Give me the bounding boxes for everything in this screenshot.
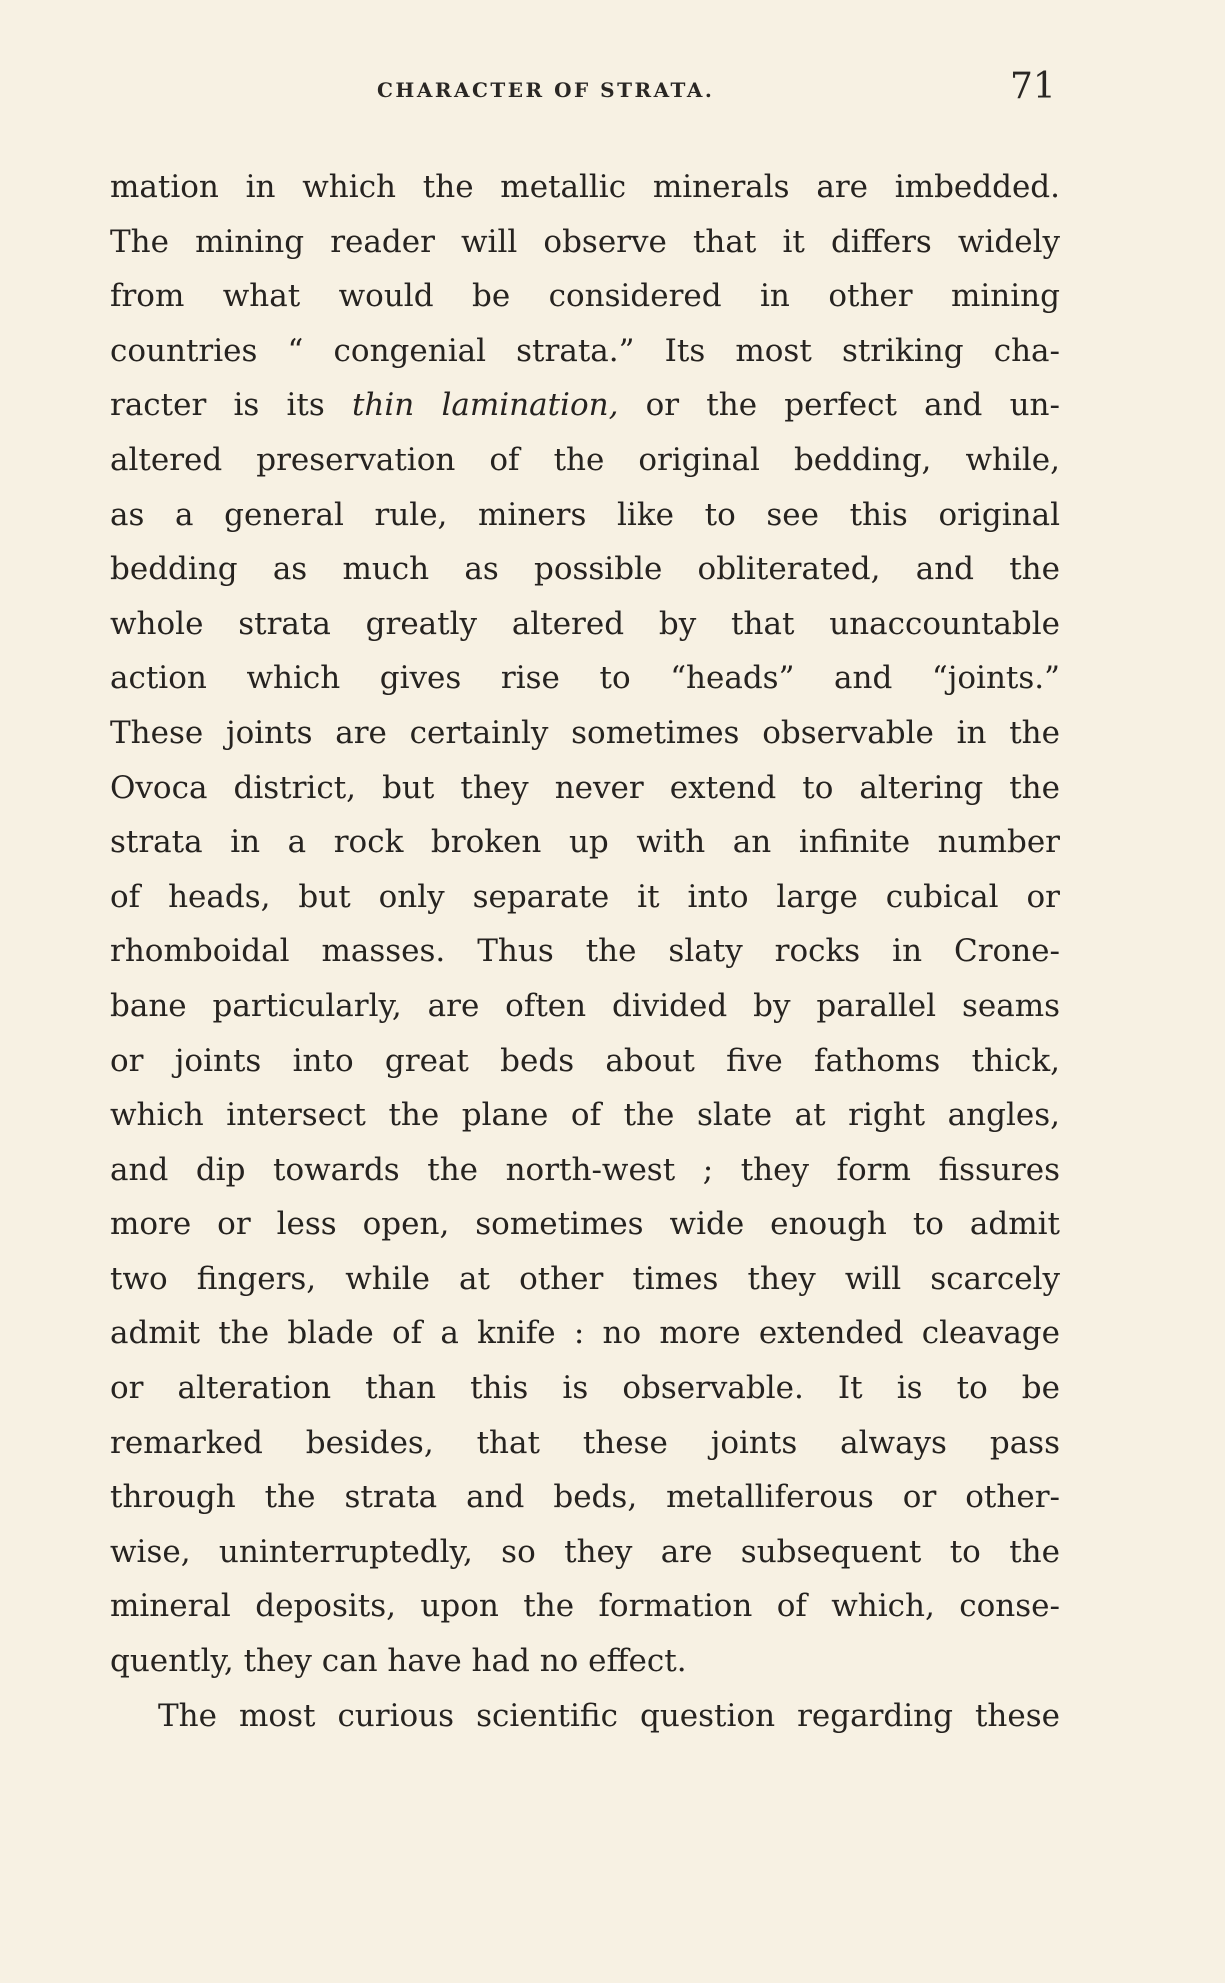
text-line: through the strata and beds, metalliferous or other- (110, 1479, 1060, 1516)
text-line: mineral deposits, upon the formation of which, conse- (110, 1588, 1060, 1625)
running-head: CHARACTER OF STRATA. (377, 78, 715, 102)
text-line: and dip towards the north-west ; they form fissures (110, 1151, 1060, 1188)
text-line: more or less open, sometimes wide enough to admit (110, 1206, 1060, 1243)
text-line: which intersect the plane of the slate at right angles, (110, 1097, 1060, 1134)
text-line: or alteration than this is observable. It is to be (110, 1370, 1060, 1407)
text-line: mation in which the metallic minerals are imbedded. (110, 169, 1060, 205)
paragraph-start-line: The most curious scientific question regarding these (158, 1697, 1060, 1734)
text-line: bane particularly, are often divided by parallel seams (110, 987, 1060, 1024)
page-number: 71 (1010, 66, 1056, 107)
text-line: whole strata greatly altered by that unaccountable (110, 605, 1060, 642)
text-segment: or the perfect and un- (618, 387, 1060, 424)
text-segment: racter is its (110, 387, 352, 424)
text-line: two fingers, while at other times they will scarcely (110, 1260, 1060, 1297)
paragraph-end-line: quently, they can have had no effect. (110, 1643, 687, 1680)
text-line: wise, uninterruptedly, so they are subsequent to the (110, 1533, 1060, 1570)
italic-emphasis: thin lamination, (351, 387, 619, 424)
text-line: Ovoca district, but they never extend to altering the (110, 769, 1060, 806)
text-line: The mining reader will observe that it differs widely (110, 223, 1060, 260)
text-line: admit the blade of a knife : no more extended cleavage (110, 1315, 1060, 1352)
text-line: countries “ congenial strata.” Its most striking cha- (110, 332, 1060, 369)
text-line: These joints are certainly sometimes observable in the (110, 714, 1060, 751)
text-line: of heads, but only separate it into large cubical or (110, 878, 1060, 915)
text-line: or joints into great beds about five fathoms thick, (110, 1042, 1060, 1079)
text-line: bedding as much as possible obliterated, and the (110, 551, 1060, 588)
text-line: from what would be considered in other mining (110, 278, 1060, 315)
text-line: remarked besides, that these joints always pass (110, 1424, 1060, 1461)
text-line: as a general rule, miners like to see this original (110, 496, 1060, 533)
text-line (110, 378, 1060, 433)
body-text (110, 160, 1060, 1743)
text-line: rhomboidal masses. Thus the slaty rocks in Crone- (110, 933, 1060, 970)
text-line: action which gives rise to “heads” and “joints.” (110, 660, 1060, 697)
text-line: altered preservation of the original bedding, while, (110, 441, 1060, 478)
text-line: strata in a rock broken up with an infinite number (110, 824, 1060, 861)
